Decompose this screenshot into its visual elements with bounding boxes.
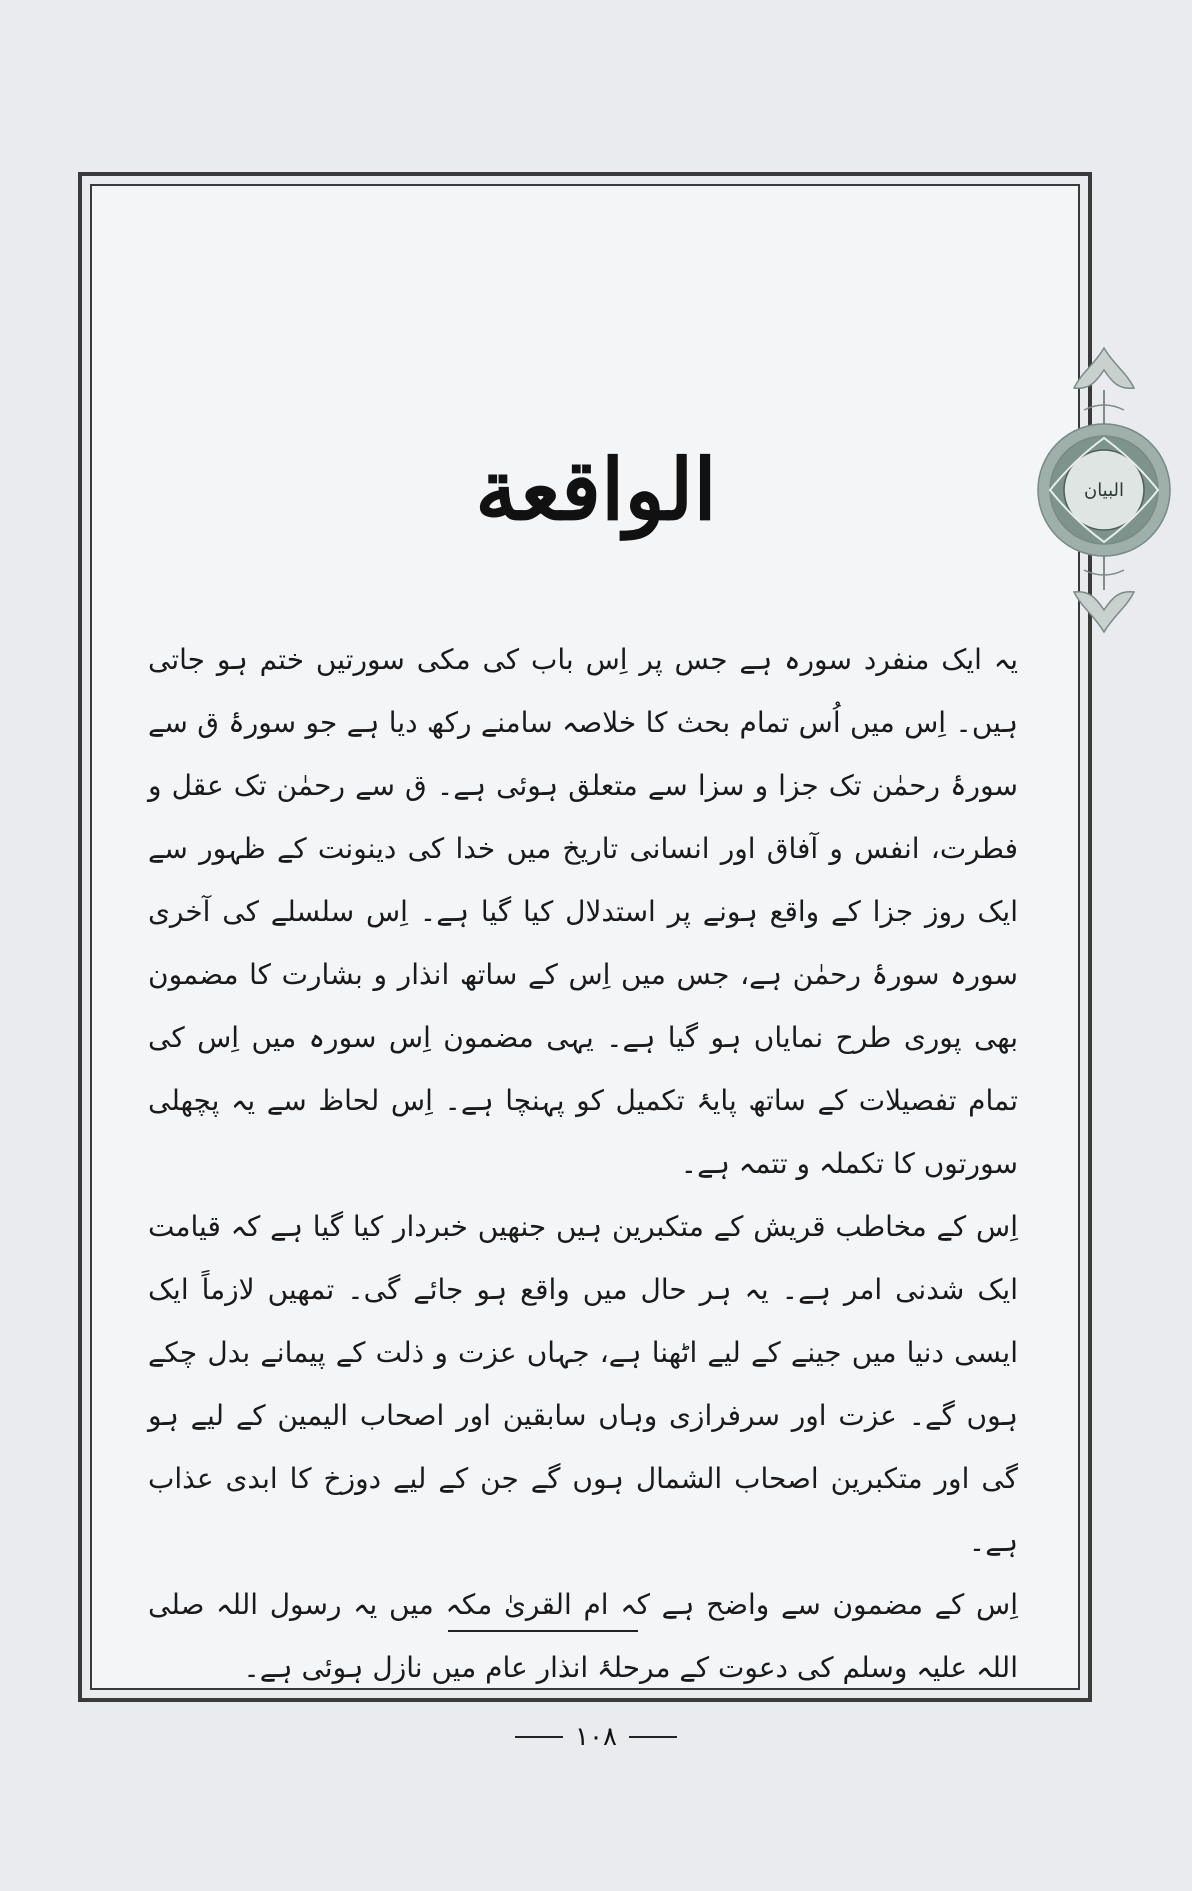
page-number-footer (0, 1722, 1192, 1752)
body-text (148, 628, 1018, 1699)
paragraph-2: اِس کے مخاطب قریش کے متکبرین ہیں جنھیں خبردار کیا گیا ہے کہ قیامت ایک شدنی امر ہے۔ یہ ہر حال میں واقع ہو جائے گی۔ تمھیں لازماً ایک ایسی دنیا میں جینے کے لیے اٹھنا ہے، جہاں عزت و ذلت کے پیمانے بدل چکے ہوں گے۔ عزت اور سرفرازی وہاں سابقین اور اصحاب الیمین کے لیے ہو گی اور متکبرین اصحاب الشمال ہوں گے جن کے لیے دوزخ کا ابدی عذاب ہے۔ (148, 1210, 1018, 1558)
paragraph-1: یہ ایک منفرد سورہ ہے جس پر اِس باب کی مکی سورتیں ختم ہو جاتی ہیں۔ اِس میں اُس تمام بحث کا خلاصہ سامنے رکھ دیا ہے جو سورۂ ق سے سورۂ رحمٰن تک جزا و سزا سے متعلق ہوئی ہے۔ ق سے رحمٰن تک عقل و فطرت، انفس و آفاق اور انسانی تاریخ میں خدا کی دینونت کے ظہور سے ایک روز جزا کے واقع ہونے پر استدلال کیا گیا ہے۔ اِس سلسلے کی آخری سورہ سورۂ رحمٰن ہے، جس میں اِس کے ساتھ انذار و بشارت کا مضمون بھی پوری طرح نمایاں ہو گیا ہے۔ یہی مضمون اِس سورہ میں اِس کی تمام تفصیلات کے ساتھ پایۂ تکمیل کو پہنچا ہے۔ اِس لحاظ سے یہ پچھلی سورتوں کا تکملہ و تتمہ ہے۔ (148, 643, 1018, 1180)
emblem-label: البیان (1083, 480, 1125, 501)
page-title: الواقعة (475, 440, 717, 539)
page-number-dash-left (515, 1736, 563, 1738)
paragraph-3: اِس کے مضمون سے واضح ہے کہ ام القریٰ مکہ میں یہ رسول اللہ صلی اللہ علیہ وسلم کی دعوت کے مرحلۂ انذار عام میں نازل ہوئی ہے۔ (148, 1588, 1018, 1684)
page-number-dash-right (629, 1736, 677, 1738)
section-end-rule (448, 1630, 638, 1632)
page-number: ۱۰۸ (575, 1722, 617, 1752)
